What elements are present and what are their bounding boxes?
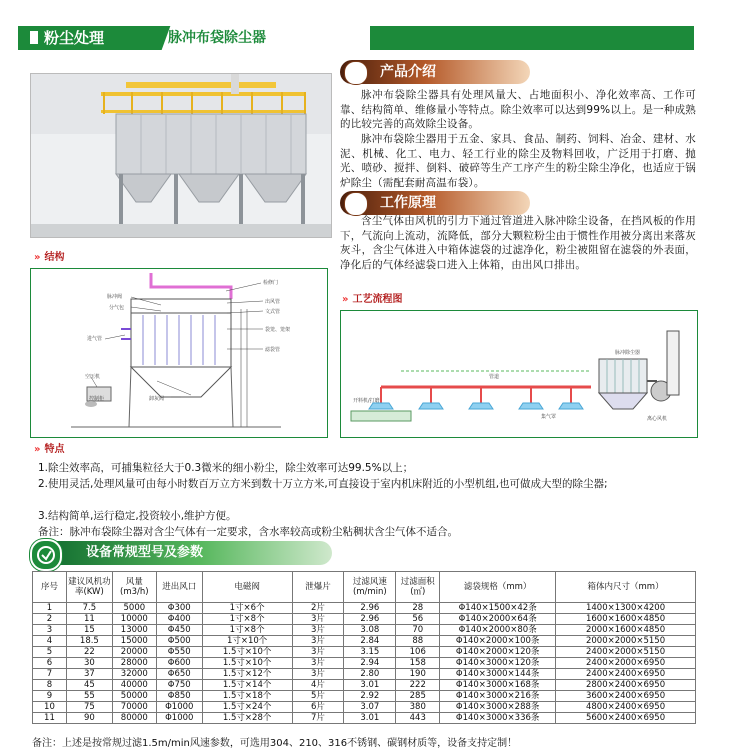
callout-collector: 脉冲除尘器 xyxy=(615,350,641,356)
feature-note: 备注：脉冲布袋除尘器对含尘气体有一定要求，含水率较高或粉尘粘稠状含尘气体不适合。 xyxy=(38,526,458,538)
table-row xyxy=(33,680,696,691)
params-table xyxy=(32,571,696,724)
table-cell: 3片 xyxy=(292,647,344,658)
structure-label: » 结构 xyxy=(34,252,65,263)
table-cell: Φ400 xyxy=(156,614,202,625)
params-heading: 设备常规型号及参数 xyxy=(86,545,204,560)
table-cell: Φ140×2000×100条 xyxy=(440,636,556,647)
table-cell: 1.5寸×10个 xyxy=(202,647,292,658)
table-cell: 5600×2400×6950 xyxy=(556,713,696,724)
table-header-row xyxy=(33,572,696,603)
callout-filter-bag: 滤袋管 xyxy=(265,347,281,353)
table-cell: Φ550 xyxy=(156,647,202,658)
callout-outlet-pipe: 出风管 xyxy=(265,299,281,305)
table-cell: 7片 xyxy=(292,713,344,724)
table-cell: 13000 xyxy=(112,625,156,636)
double-arrow-icon: » xyxy=(34,252,41,263)
callout-pulse-valve: 脉冲阀 xyxy=(107,294,123,300)
table-cell: 2800×2400×6950 xyxy=(556,680,696,691)
table-cell: 37 xyxy=(66,669,112,680)
table-cell: 1寸×6个 xyxy=(202,603,292,614)
col-header: 泄爆片 xyxy=(292,572,344,603)
header-title-text: 粉尘处理 xyxy=(44,29,105,47)
table-cell: 4800×2400×6950 xyxy=(556,702,696,713)
table-cell: 1400×1300×4200 xyxy=(556,603,696,614)
table-cell: 55 xyxy=(66,691,112,702)
double-arrow-icon: » xyxy=(342,294,349,305)
table-cell: 5片 xyxy=(292,691,344,702)
table-row xyxy=(33,614,696,625)
table-cell: Φ140×2000×64条 xyxy=(440,614,556,625)
table-cell: 2400×2000×5150 xyxy=(556,647,696,658)
table-cell: 4片 xyxy=(292,680,344,691)
table-cell: 3片 xyxy=(292,614,344,625)
table-cell: Φ500 xyxy=(156,636,202,647)
table-row xyxy=(33,669,696,680)
table-cell: 1寸×10个 xyxy=(202,636,292,647)
table-cell: 3.07 xyxy=(344,702,396,713)
table-cell: Φ1000 xyxy=(156,713,202,724)
callout-ash-valve: 卸灰阀 xyxy=(149,396,165,402)
structure-drawing xyxy=(31,269,327,437)
table-cell: 2400×2000×6950 xyxy=(556,658,696,669)
table-row xyxy=(33,647,696,658)
table-cell: 158 xyxy=(396,658,440,669)
table-cell: 15000 xyxy=(112,636,156,647)
table-row xyxy=(33,713,696,724)
table-cell: 8 xyxy=(33,680,67,691)
table-cell: Φ300 xyxy=(156,603,202,614)
table-row xyxy=(33,636,696,647)
dust-collector-illustration xyxy=(31,74,331,237)
table-cell: Φ850 xyxy=(156,691,202,702)
table-cell: 11 xyxy=(66,614,112,625)
table-row xyxy=(33,702,696,713)
table-cell: Φ140×2000×120条 xyxy=(440,647,556,658)
table-cell: 2.96 xyxy=(344,603,396,614)
table-cell: Φ450 xyxy=(156,625,202,636)
col-header: 过滤风速(m/min) xyxy=(344,572,396,603)
table-cell: 190 xyxy=(396,669,440,680)
table-cell: 380 xyxy=(396,702,440,713)
table-row xyxy=(33,658,696,669)
principle-paragraph: 含尘气体由风机的引力下通过管道进入脉冲除尘设备，在挡风板的作用下，气流向上流动，流降低，部分大颗粒粉尘由于惯性作用被分离出来落灰灰斗，含尘气体进入中箱体滤袋的过滤净化，粉尘被阻留在滤袋的外表面，净化后的气体经滤袋口进入上体箱，由出风口排出。 xyxy=(340,215,696,271)
col-header: 过滤面积(㎡) xyxy=(396,572,440,603)
params-footnote: 备注：上述是按常规过滤1.5m/min风速参数，可选用304、210、316不锈钢、碳钢材质等，设备支持定制！ xyxy=(32,738,518,749)
table-cell: 285 xyxy=(396,691,440,702)
table-cell: 106 xyxy=(396,647,440,658)
table-cell: 1.5寸×18个 xyxy=(202,691,292,702)
table-cell: Φ140×3000×336条 xyxy=(440,713,556,724)
callout-inlet-pipe: 进气管 xyxy=(87,336,103,342)
callout-inspection-door: 检修门 xyxy=(263,280,279,286)
table-row xyxy=(33,625,696,636)
table-cell: Φ140×3000×168条 xyxy=(440,680,556,691)
intro-heading: 产品介绍 xyxy=(380,64,436,80)
col-header: 序号 xyxy=(33,572,67,603)
feature-item-2: 2.使用灵活,处理风量可由每小时数百万立方米到数十万立方米,可直接设于室内机床附近的小型机组,也可做成大型的除尘器; xyxy=(38,478,608,490)
table-cell: Φ1000 xyxy=(156,702,202,713)
table-cell: 11 xyxy=(33,713,67,724)
table-cell: Φ140×3000×144条 xyxy=(440,669,556,680)
table-cell: 20000 xyxy=(112,647,156,658)
principle-heading: 工作原理 xyxy=(380,195,436,211)
callout-duct: 管道 xyxy=(489,374,500,380)
table-cell: 2片 xyxy=(292,603,344,614)
table-cell: 3.08 xyxy=(344,625,396,636)
table-cell: 2.94 xyxy=(344,658,396,669)
table-cell: 90 xyxy=(66,713,112,724)
callout-control-cabinet: 控制柜 xyxy=(89,396,105,402)
table-cell: Φ140×1500×42条 xyxy=(440,603,556,614)
table-cell: 6片 xyxy=(292,702,344,713)
callout-machine: 开料机/打磨 xyxy=(353,398,380,404)
table-cell: 75 xyxy=(66,702,112,713)
table-cell: Φ140×3000×288条 xyxy=(440,702,556,713)
table-cell: 1寸×8个 xyxy=(202,614,292,625)
table-cell: 40000 xyxy=(112,680,156,691)
structure-diagram xyxy=(30,268,328,438)
table-cell: 3 xyxy=(33,625,67,636)
table-cell: 3.01 xyxy=(344,680,396,691)
intro-paragraph-1: 脉冲布袋除尘器具有处理风量大、占地面积小、净化效率高、工作可靠、结构简单、维修量小等特点。除尘效率可以达到99%以上。是一种成熟的比较完善的高效除尘设备。 xyxy=(340,89,696,130)
table-cell: 443 xyxy=(396,713,440,724)
table-cell: 3600×2400×6950 xyxy=(556,691,696,702)
table-cell: 7.5 xyxy=(66,603,112,614)
table-cell: 5 xyxy=(33,647,67,658)
table-cell: 7 xyxy=(33,669,67,680)
table-cell: 1.5寸×10个 xyxy=(202,658,292,669)
col-header: 箱体内尺寸（mm） xyxy=(556,572,696,603)
table-cell: Φ600 xyxy=(156,658,202,669)
table-cell: 30 xyxy=(66,658,112,669)
table-cell: Φ750 xyxy=(156,680,202,691)
table-cell: 2.96 xyxy=(344,614,396,625)
table-cell: 1.5寸×28个 xyxy=(202,713,292,724)
table-cell: 2.92 xyxy=(344,691,396,702)
callout-hood: 集气罩 xyxy=(541,414,557,420)
table-cell: 3片 xyxy=(292,625,344,636)
table-cell: 3.15 xyxy=(344,647,396,658)
table-cell: 2400×2400×6950 xyxy=(556,669,696,680)
table-cell: 22 xyxy=(66,647,112,658)
table-cell: 15 xyxy=(66,625,112,636)
table-cell: Φ140×3000×216条 xyxy=(440,691,556,702)
col-header: 滤袋规格（mm） xyxy=(440,572,556,603)
callout-cage: 袋笼、笼架 xyxy=(265,327,291,333)
col-header: 电磁阀 xyxy=(202,572,292,603)
table-cell: 2.84 xyxy=(344,636,396,647)
callout-compressor: 空压机 xyxy=(85,374,101,380)
product-photo xyxy=(30,73,332,238)
table-cell: Φ140×3000×120条 xyxy=(440,658,556,669)
intro-paragraph-2: 脉冲布袋除尘器用于五金、家具、食品、制药、饲料、冶金、建材、水泥、机械、化工、电力、轻工行业的除尘及物料回收，广泛用于打磨、抛光、喷砂、搅拌、倒料、破碎等生产工序产生的粉尘除尘净化，也适应于锅炉除尘（需配套耐高温布袋）。 xyxy=(340,133,696,189)
double-arrow-icon: » xyxy=(34,444,41,455)
table-cell: 1.5寸×24个 xyxy=(202,702,292,713)
table-row xyxy=(33,691,696,702)
table-cell: 3.01 xyxy=(344,713,396,724)
callout-venturi: 文式管 xyxy=(265,309,281,315)
table-cell: 222 xyxy=(396,680,440,691)
table-cell: 1600×1600×4850 xyxy=(556,614,696,625)
callout-fan: 离心风机 xyxy=(647,416,668,422)
table-cell: Φ650 xyxy=(156,669,202,680)
callout-air-bag: 分气包 xyxy=(109,305,125,311)
table-row xyxy=(33,603,696,614)
table-cell: 18.5 xyxy=(66,636,112,647)
table-cell: 10000 xyxy=(112,614,156,625)
col-header: 进出风口 xyxy=(156,572,202,603)
table-cell: 50000 xyxy=(112,691,156,702)
feature-item-1: 1.除尘效率高，可捕集粒径大于0.3微米的细小粉尘，除尘效率可达99.5%以上； xyxy=(38,462,414,474)
intro-heading-dot xyxy=(344,61,368,85)
table-cell: 1寸×8个 xyxy=(202,625,292,636)
table-cell: 1 xyxy=(33,603,67,614)
table-cell: 56 xyxy=(396,614,440,625)
header-subtitle: 脉冲布袋除尘器 xyxy=(168,30,266,46)
table-cell: 2 xyxy=(33,614,67,625)
table-cell: 4 xyxy=(33,636,67,647)
table-cell: 2.80 xyxy=(344,669,396,680)
table-cell: 9 xyxy=(33,691,67,702)
params-heading-icon xyxy=(30,539,62,571)
table-cell: 45 xyxy=(66,680,112,691)
table-body xyxy=(33,603,696,724)
header-title xyxy=(30,28,104,48)
table-cell: 32000 xyxy=(112,669,156,680)
flow-diagram xyxy=(340,310,698,438)
flow-drawing xyxy=(341,311,697,437)
table-cell: 3片 xyxy=(292,636,344,647)
principle-heading-dot xyxy=(344,192,368,216)
table-cell: 2000×1600×4850 xyxy=(556,625,696,636)
table-cell: 3片 xyxy=(292,669,344,680)
table-cell: 28 xyxy=(396,603,440,614)
table-cell: 88 xyxy=(396,636,440,647)
table-cell: 1.5寸×12个 xyxy=(202,669,292,680)
table-cell: 2000×2000×5150 xyxy=(556,636,696,647)
flow-label: » 工艺流程图 xyxy=(342,294,403,305)
table-cell: 1.5寸×14个 xyxy=(202,680,292,691)
table-cell: Φ140×2000×80条 xyxy=(440,625,556,636)
table-cell: 5000 xyxy=(112,603,156,614)
table-cell: 10 xyxy=(33,702,67,713)
table-cell: 6 xyxy=(33,658,67,669)
table-cell: 3片 xyxy=(292,658,344,669)
col-header: 建议风机功率(KW) xyxy=(66,572,112,603)
table-cell: 28000 xyxy=(112,658,156,669)
table-cell: 80000 xyxy=(112,713,156,724)
feature-item-3: 3.结构简单,运行稳定,投资较小,维护方便。 xyxy=(38,510,237,522)
table-cell: 70000 xyxy=(112,702,156,713)
table-cell: 70 xyxy=(396,625,440,636)
col-header: 风量(m3/h) xyxy=(112,572,156,603)
features-label: » 特点 xyxy=(34,444,65,455)
